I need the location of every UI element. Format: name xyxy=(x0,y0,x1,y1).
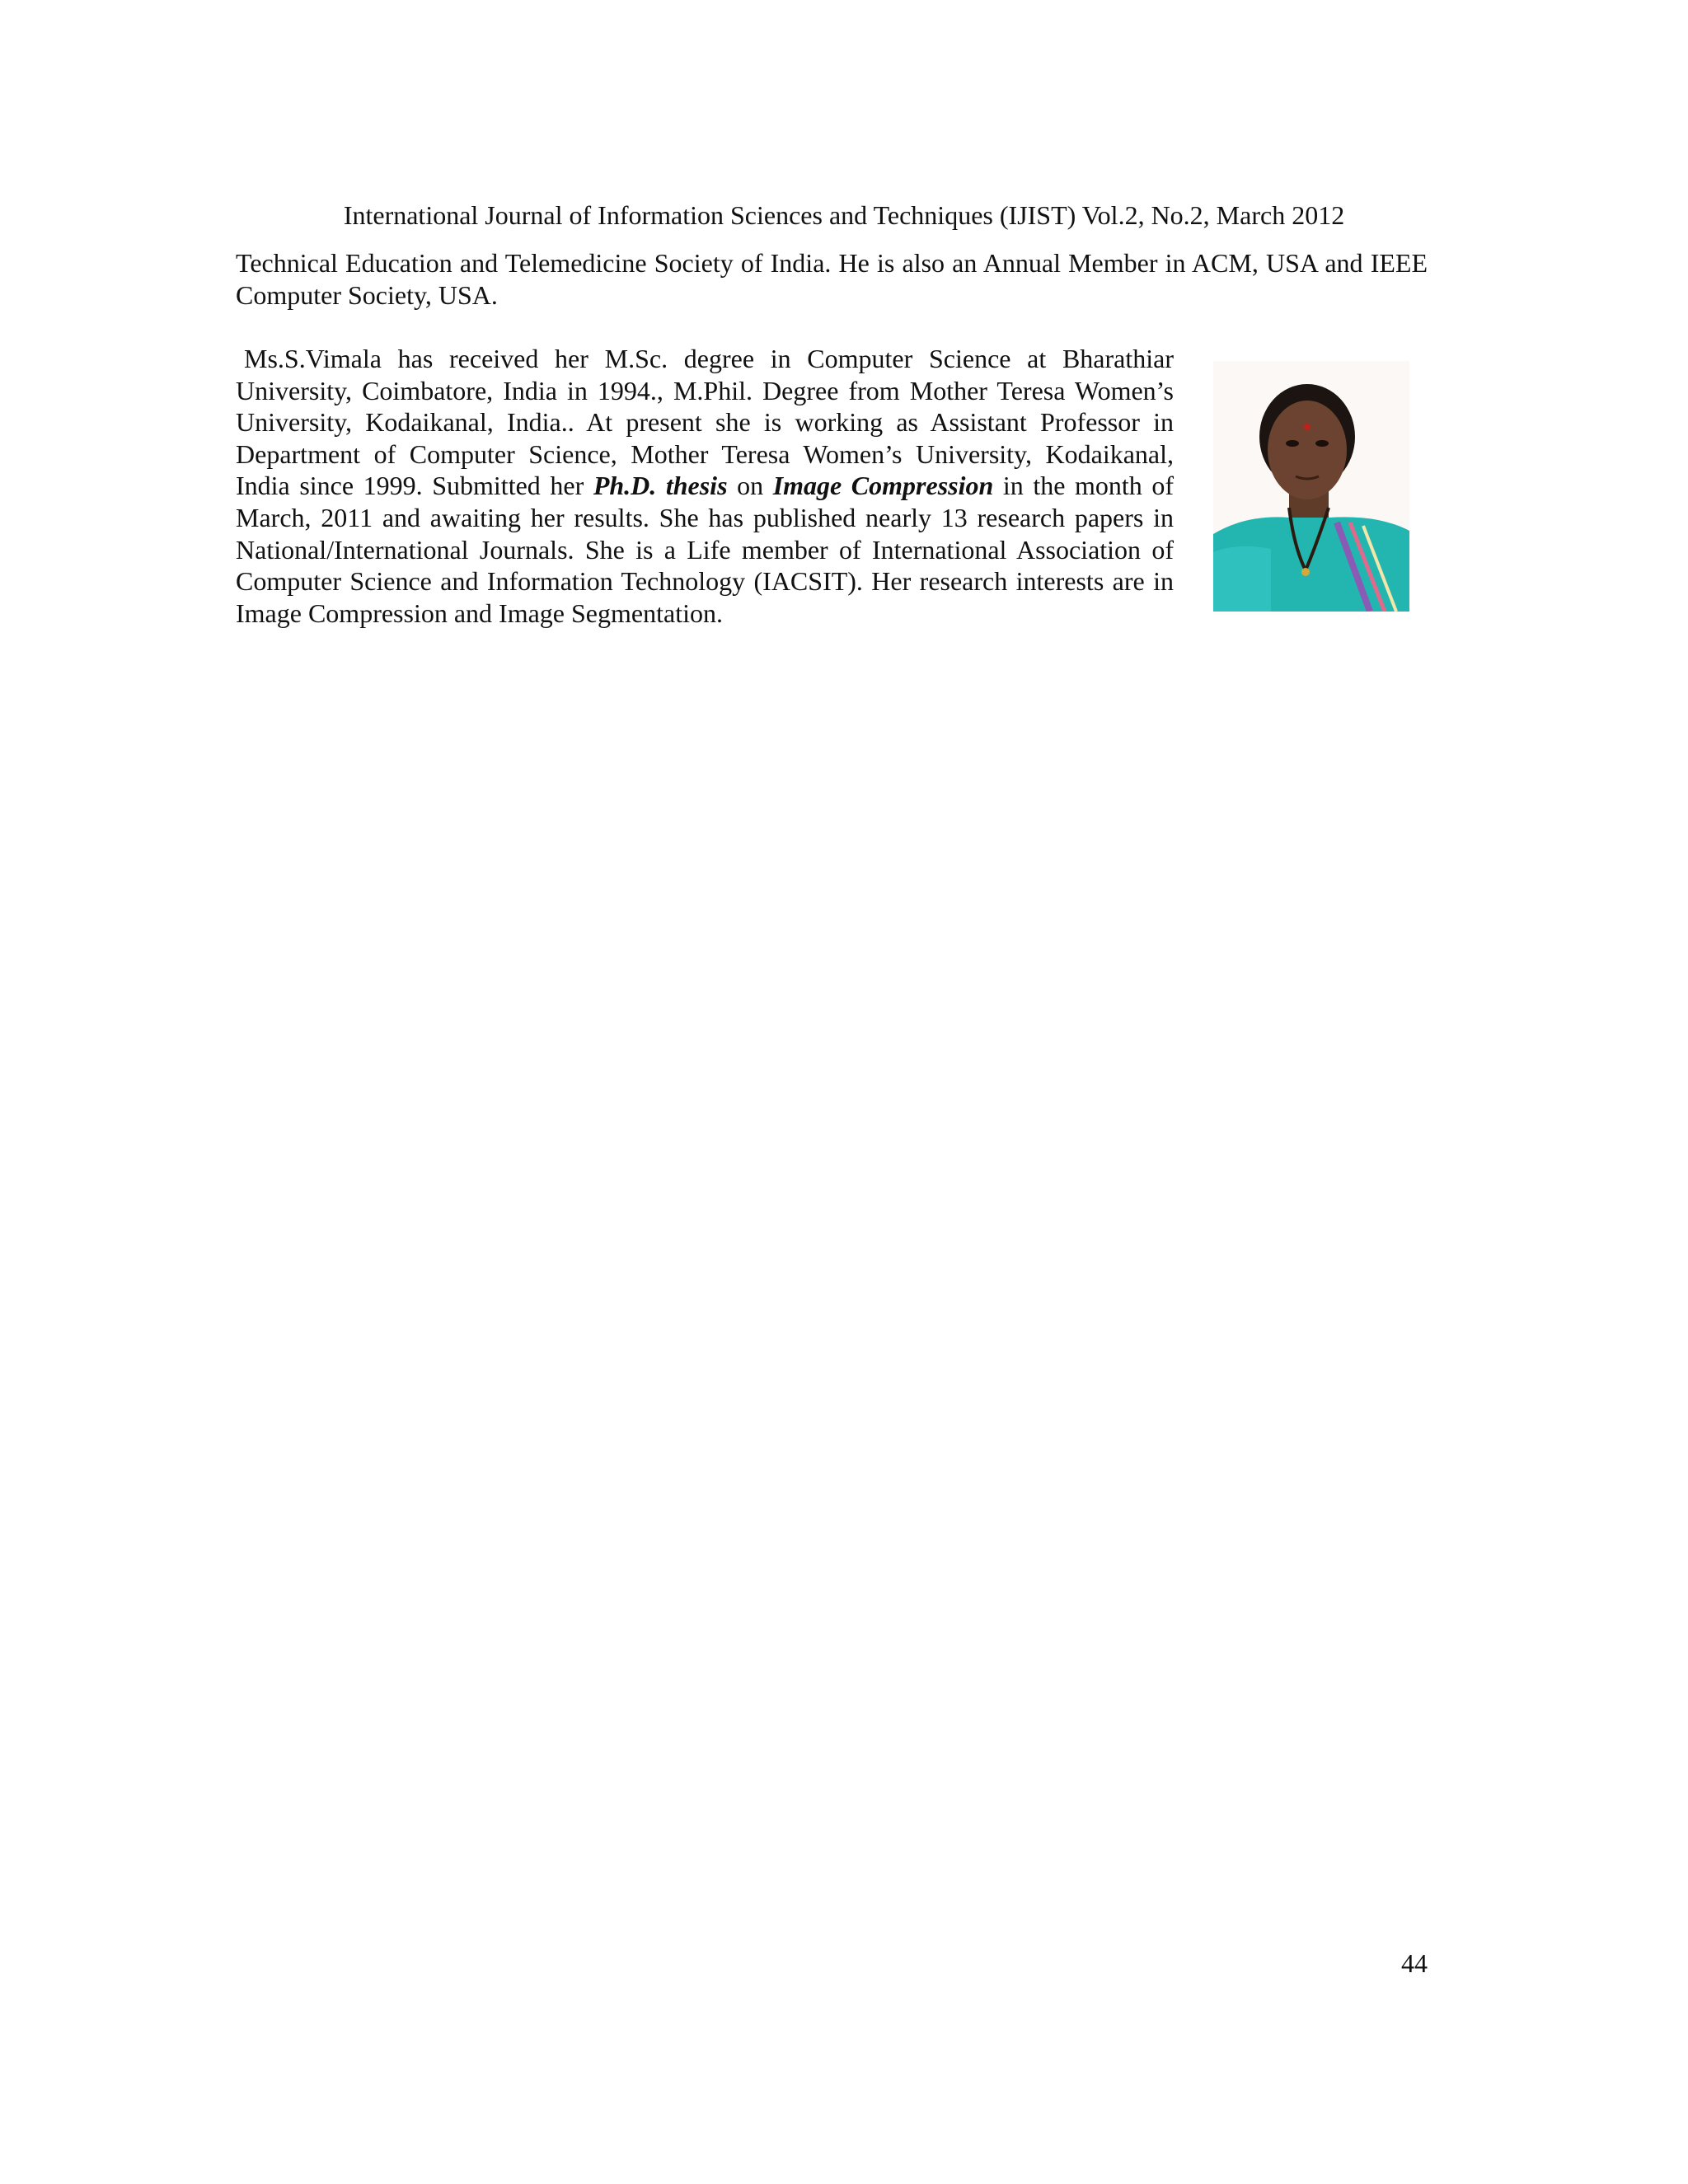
author-bio-paragraph xyxy=(236,343,1174,629)
continued-paragraph: Technical Education and Telemedicine Society of India. He is also an Annual Member in ACM, USA and IEEE Computer Society, USA. xyxy=(236,248,1428,310)
author-photo xyxy=(1213,361,1409,612)
bio-text-part1: Ms.S.Vimala has received her M.Sc. degree in Computer Science at Bharathiar University, Coimbatore, India in 1994., M.Phil. Degree from Mother Teresa Women’s University, Kodaikanal, India.. At present she is working as Assistant Professor in Department of Computer Science, Mother Teresa Women’s University, Kodaikanal, India since 1999. Submitted her xyxy=(236,344,1174,501)
photo-face xyxy=(1268,401,1347,499)
bio-emphasis-topic: Image Compression xyxy=(772,471,994,501)
bio-emphasis-thesis: Ph.D. thesis xyxy=(593,471,728,501)
bio-text-part3: in the month of March, 2011 and awaiting her results. She has published nearly 13 research papers in National/International Journals. She is a Life member of International Association of Computer Science and Information Technology (IACSIT). Her research interests are in Image Compression and Image Segmentation. xyxy=(236,471,1175,628)
bio-text-part2: on xyxy=(727,471,773,501)
page-number: 44 xyxy=(1401,1948,1428,1978)
photo-bindi xyxy=(1304,424,1311,430)
running-header: International Journal of Information Sciences and Techniques (IJIST) Vol.2, No.2, March 2012 xyxy=(343,200,1345,230)
